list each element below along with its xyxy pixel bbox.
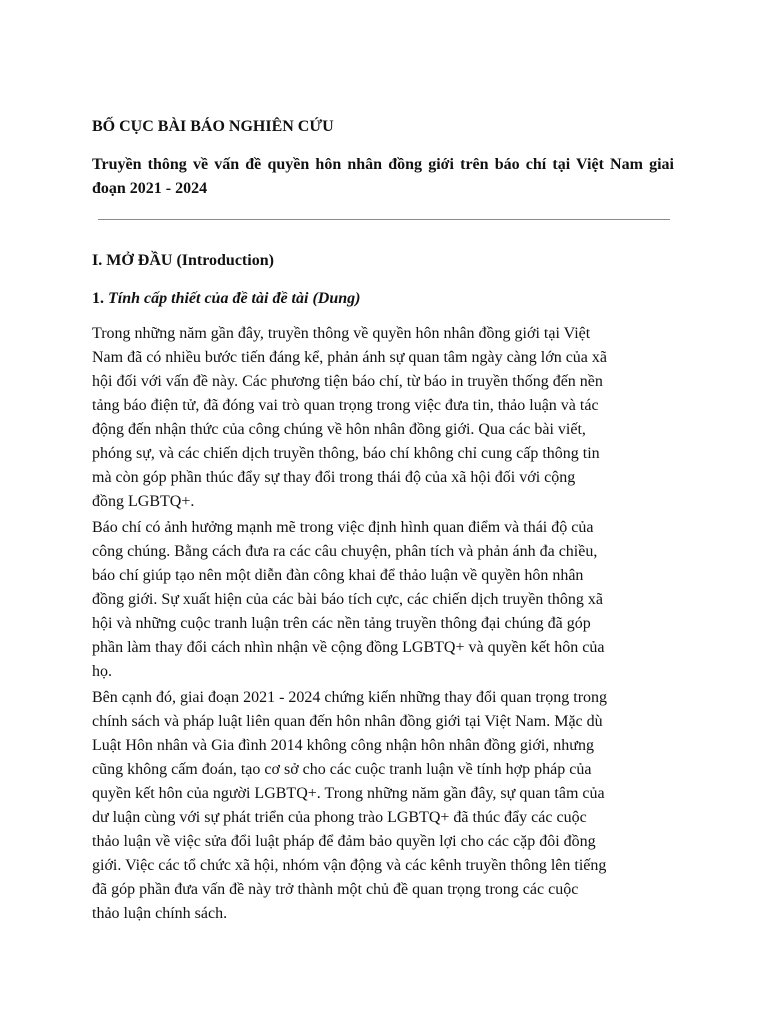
paragraph-line: hội đối với vấn đề này. Các phương tiện báo chí, từ báo in truyền thống đến nền	[92, 373, 603, 390]
paragraph-2	[92, 516, 674, 684]
paragraph-line: Luật Hôn nhân và Gia đình 2014 không công nhận hôn nhân đồng giới, nhưng	[92, 737, 594, 754]
paragraph-1	[92, 322, 674, 514]
paragraph-line: quyền kết hôn của người LGBTQ+. Trong những năm gần đây, sự quan tâm của	[92, 785, 605, 802]
paragraph-line: động đến nhận thức của công chúng về hôn nhân đồng giới. Qua các bài viết,	[92, 421, 586, 438]
subsection-number: 1.	[92, 290, 104, 307]
subsection-title: Tính cấp thiết của đề tài đề tài (Dung)	[108, 290, 361, 307]
paragraph-line: đồng giới. Sự xuất hiện của các bài báo tích cực, các chiến dịch truyền thông xã	[92, 591, 603, 608]
paragraph-line: thảo luận chính sách.	[92, 905, 228, 922]
paragraph-line: báo chí giúp tạo nên một diễn đàn công khai để thảo luận về quyền hôn nhân	[92, 567, 584, 584]
section-heading: I. MỞ ĐẦU (Introduction)	[92, 252, 274, 269]
paragraph-line: Báo chí có ảnh hưởng mạnh mẽ trong việc định hình quan điểm và thái độ của	[92, 519, 594, 536]
paragraph-line: hội và những cuộc tranh luận trên các nền tảng truyền thông đại chúng đã góp	[92, 615, 591, 632]
paragraph-line: công chúng. Bằng cách đưa ra các câu chuyện, phân tích và phản ánh đa chiều,	[92, 543, 598, 560]
paragraph-line: giới. Việc các tổ chức xã hội, nhóm vận động và các kênh truyền thông lên tiếng	[92, 857, 607, 874]
paragraph-line: chính sách và pháp luật liên quan đến hôn nhân đồng giới tại Việt Nam. Mặc dù	[92, 713, 603, 730]
paragraph-line: họ.	[92, 663, 112, 680]
paragraph-line: Trong những năm gần đây, truyền thông về quyền hôn nhân đồng giới tại Việt	[92, 325, 591, 342]
paragraph-line: Bên cạnh đó, giai đoạn 2021 - 2024 chứng kiến những thay đổi quan trọng trong	[92, 689, 608, 706]
paragraph-line: mà còn góp phần thúc đẩy sự thay đổi trong thái độ của xã hội đối với cộng	[92, 469, 576, 486]
paragraph-line: phóng sự, và các chiến dịch truyền thông, báo chí không chỉ cung cấp thông tin	[92, 445, 600, 462]
paragraph-line: Nam đã có nhiều bước tiến đáng kể, phản ánh sự quan tâm ngày càng lớn của xã	[92, 349, 607, 366]
subsection-heading	[92, 287, 674, 311]
paragraph-line: đồng LGBTQ+.	[92, 493, 195, 510]
document-heading: BỐ CỤC BÀI BÁO NGHIÊN CỨU	[92, 118, 334, 135]
paragraph-line: đã góp phần đưa vấn đề này trở thành một chủ đề quan trọng trong các cuộc	[92, 881, 579, 898]
paragraph-line: tảng báo điện tử, đã đóng vai trò quan trọng trong việc đưa tin, thảo luận và tác	[92, 397, 599, 414]
title-divider	[98, 219, 670, 220]
paragraph-line: thảo luận về việc sửa đổi luật pháp để đảm bảo quyền lợi cho các cặp đôi đồng	[92, 833, 596, 850]
article-title: Truyền thông về vấn đề quyền hôn nhân đồng giới trên báo chí tại Việt Nam giai đoạn 2021 - 2024	[92, 156, 674, 197]
paragraph-3	[92, 686, 674, 926]
paragraph-line: dư luận cùng với sự phát triển của phong trào LGBTQ+ đã thúc đẩy các cuộc	[92, 809, 587, 826]
paragraph-line: phần làm thay đổi cách nhìn nhận về cộng đồng LGBTQ+ và quyền kết hôn của	[92, 639, 605, 656]
paragraph-line: cũng không cấm đoán, tạo cơ sở cho các cuộc tranh luận về tính hợp pháp của	[92, 761, 592, 778]
